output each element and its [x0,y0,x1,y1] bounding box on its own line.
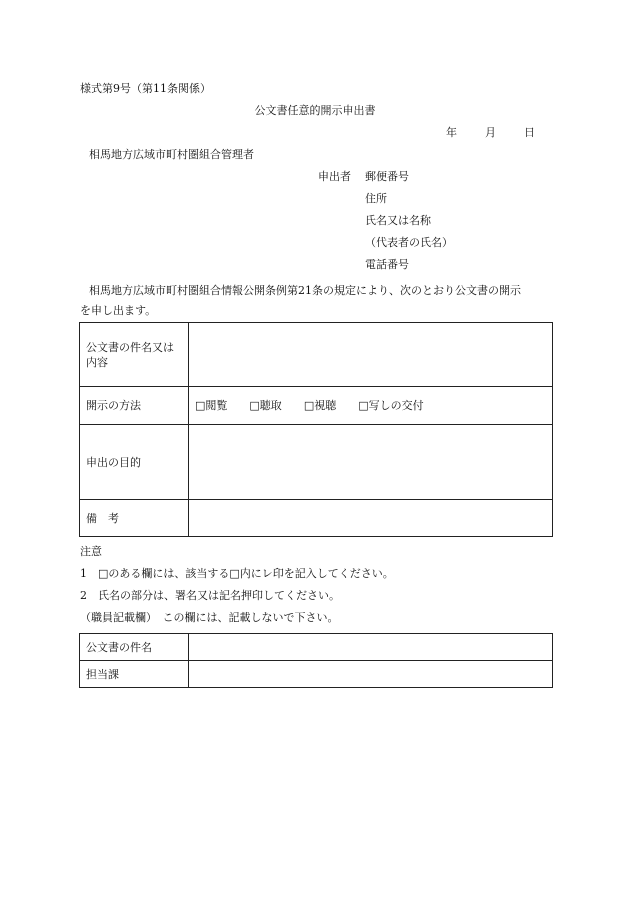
table-row [80,500,553,537]
table-row [80,387,553,425]
date-day: 日 [524,126,535,139]
doc-name-label-line-2: 内容 [86,355,108,369]
addressee: 相馬地方広域市町村圏組合管理者 [89,148,254,161]
staff-doc-name-label: 公文書の件名 [80,634,189,661]
table-row [80,661,553,688]
purpose-label: 申出の目的 [80,425,189,500]
staff-department-value [189,661,553,688]
staff-section-note: （職員記載欄） この欄には、記載しないで下さい。 [80,611,339,624]
document-title: 公文書任意的開示申出書 [254,104,376,117]
purpose-value[interactable] [189,425,553,500]
method-options [189,387,553,425]
body-line-2: を申し出ます。 [80,304,157,317]
body-line-1: 相馬地方広域市町村圏組合情報公開条例第21条の規定により、次のとおり公文書の開示 [89,284,521,297]
date-line [446,126,535,140]
doc-name-label-line-1: 公文書の件名又は [86,340,174,354]
notes [80,545,394,633]
doc-name-label [80,323,189,387]
applicant-representative: （代表者の氏名） [365,236,453,249]
applicant-phone: 電話番号 [365,258,409,271]
date-year: 年 [446,126,457,139]
request-table [79,322,553,537]
applicant-address: 住所 [365,192,387,205]
staff-doc-name-value [189,634,553,661]
method-option-watch[interactable]: □視聴 [303,399,337,412]
body-text [80,281,556,321]
note-item-2: 2 氏名の部分は、署名又は記名押印してください。 [80,589,340,602]
form-code: 様式第9号（第11条関係） [80,82,211,95]
applicant-label: 申出者 [318,170,351,183]
doc-name-value[interactable] [189,323,553,387]
staff-department-label: 担当課 [80,661,189,688]
table-row [80,425,553,500]
applicant-name: 氏名又は名称 [365,214,431,227]
method-option-listen[interactable]: □聴取 [249,399,282,412]
method-option-copy[interactable]: □写しの交付 [358,399,424,412]
table-row [80,634,553,661]
applicant-postal-code: 郵便番号 [365,170,409,183]
method-option-view[interactable]: □閲覧 [195,399,228,412]
remarks-value[interactable] [189,500,553,537]
table-row [80,323,553,387]
notes-heading: 注意 [80,545,102,558]
method-label: 開示の方法 [80,387,189,425]
note-item-1: 1 □のある欄には、該当する□内にレ印を記入してください。 [80,567,394,580]
staff-table [79,633,553,688]
remarks-label: 備 考 [80,500,189,537]
date-month: 月 [485,126,496,139]
applicant-fields [365,170,453,280]
